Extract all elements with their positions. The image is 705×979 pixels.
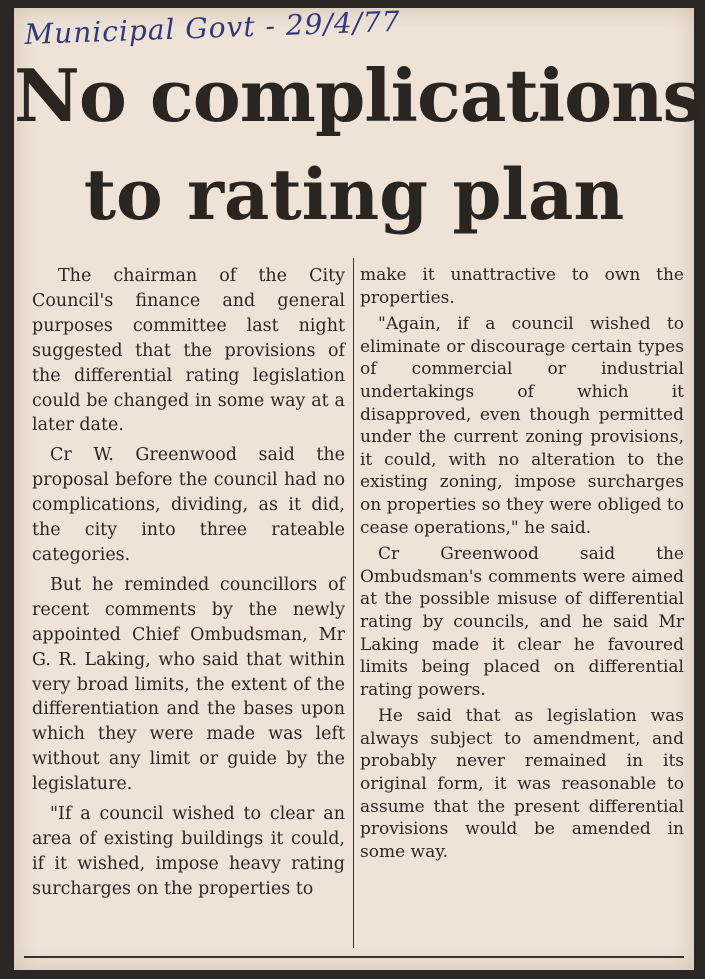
column-divider xyxy=(353,258,354,948)
headline-line-1: No complications xyxy=(14,53,703,138)
paragraph: make it unattractive to own the properties. xyxy=(360,265,684,308)
headline-line-2: to rating plan xyxy=(83,153,625,236)
newspaper-clipping xyxy=(14,4,703,970)
handwritten-annotation: Municipal Govt - 29/4/77 xyxy=(24,4,402,51)
paragraph: But he reminded councillors of recent comments by the newly appointed Chief Ombudsman, Mr G. R. Laking, who said that within very broad limits, the extent of the differentiation and the bases upon which they were made was left without any limit or guide by the legislature. xyxy=(32,574,345,795)
paragraph: Cr Greenwood said the Ombudsman's comments were aimed at the possible misuse of differential rating by councils, and he said Mr Laking made it clear he favoured limits being placed on differential rating powers. xyxy=(360,544,684,700)
paragraph: "If a council wished to clear an area of existing buildings it could, if it wished, impose heavy rating surcharges on the properties to xyxy=(32,804,345,899)
bottom-rule xyxy=(24,956,684,958)
paragraph: Cr W. Greenwood said the proposal before the council had no complications, dividing, as it did, the city into three rateable categories. xyxy=(32,445,345,565)
article-column-right xyxy=(360,264,684,867)
paragraph: "Again, if a council wished to eliminate or discourage certain types of commercial or industrial undertakings of which it disapproved, even though permitted under the current zoning provisions, it could, with no alteration to the existing zoning, impose surcharges on properties so they were obliged to cease operations," he said. xyxy=(360,314,684,538)
article-column-left xyxy=(32,264,345,907)
paragraph: The chairman of the City Council's finance and general purposes committee last night suggested that the provisions of the differential rating legislation could be changed in some way at a later date. xyxy=(32,266,345,436)
paragraph: He said that as legislation was always subject to amendment, and probably never remained in its original form, it was reasonable to assume that the present differential provisions would be amended in some way. xyxy=(360,706,684,862)
